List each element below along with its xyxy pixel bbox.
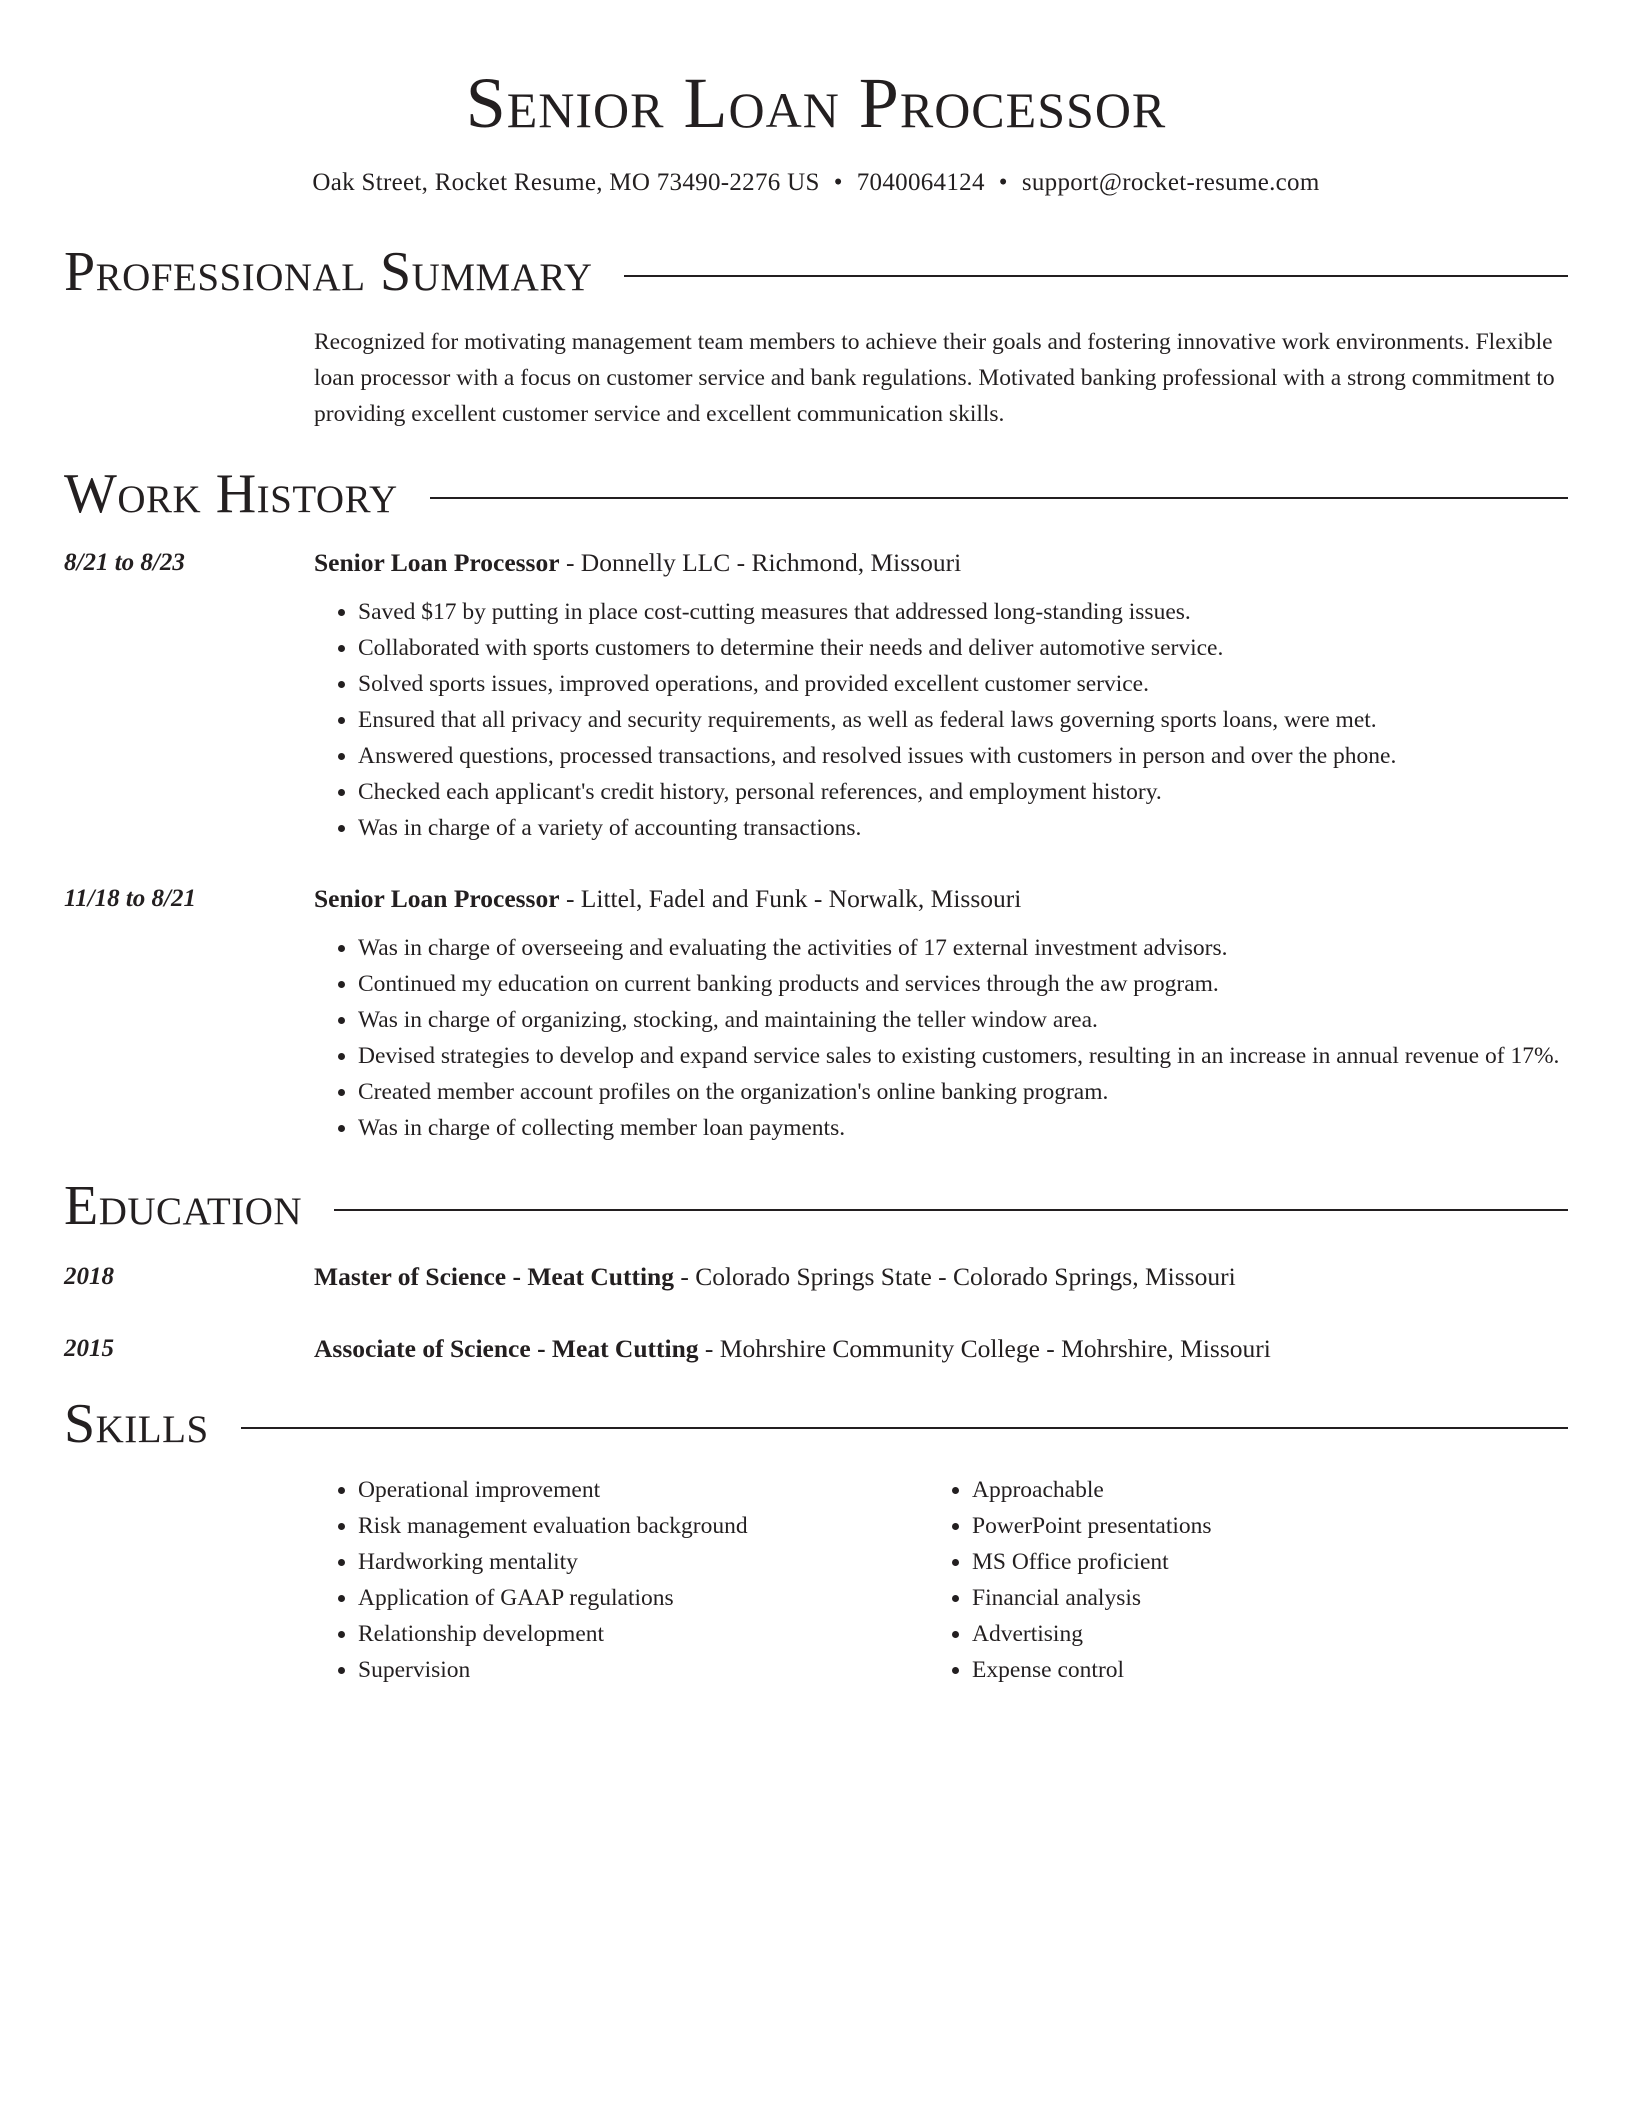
job-bullet: • Created member account profiles on the organization's online banking program. xyxy=(358,1074,1568,1110)
job-bullet: • Devised strategies to develop and expand service sales to existing customers, resulting in an increase in annual revenue of 17%. xyxy=(358,1038,1568,1074)
section-divider xyxy=(430,497,1568,499)
skill-item: • Advertising xyxy=(972,1616,1542,1652)
skills-column-left xyxy=(314,1472,928,1688)
skill-item: • Supervision xyxy=(358,1652,928,1688)
job-bullet: • Answered questions, processed transactions, and resolved issues with customers in person and over the phone. xyxy=(358,738,1568,774)
section-divider xyxy=(241,1427,1568,1429)
job-bullet: • Saved $17 by putting in place cost-cutting measures that addressed long-standing issues. xyxy=(358,594,1568,630)
education-section-header xyxy=(64,1174,1568,1238)
skill-item: • PowerPoint presentations xyxy=(972,1508,1542,1544)
education-degree: Master of Science - Meat Cutting xyxy=(314,1262,674,1291)
skill-item: • Relationship development xyxy=(358,1616,928,1652)
skills-section-header xyxy=(64,1392,1568,1456)
job-entry xyxy=(64,882,1568,1146)
contact-separator: • xyxy=(998,169,1008,196)
job-title-line xyxy=(314,546,1568,580)
job-bullet: • Was in charge of collecting member loan payments. xyxy=(358,1110,1568,1146)
job-title: Senior Loan Processor xyxy=(314,884,560,913)
education-degree: Associate of Science - Meat Cutting xyxy=(314,1334,699,1363)
skill-item: • Financial analysis xyxy=(972,1580,1542,1616)
skill-item: • Operational improvement xyxy=(358,1472,928,1508)
summary-section-header xyxy=(64,240,1568,304)
education-heading: Education xyxy=(64,1175,303,1237)
job-bullet: • Collaborated with sports customers to determine their needs and deliver automotive service. xyxy=(358,630,1568,666)
skill-item: • Expense control xyxy=(972,1652,1542,1688)
contact-address: Oak Street, Rocket Resume, MO 73490-2276 US xyxy=(312,169,820,196)
summary-text: Recognized for motivating management team members to achieve their goals and fostering innovative work environments. Flexible loan processor with a focus on customer service and bank regulations. Motivated banking professional with a strong commitment to providing excellent customer service and excellent communication skills. xyxy=(314,329,1555,427)
contact-line xyxy=(64,166,1568,200)
education-details: - Colorado Springs State - Colorado Springs, Missouri xyxy=(673,1262,1236,1291)
section-divider xyxy=(334,1209,1568,1211)
skills-heading: Skills xyxy=(64,1393,209,1455)
education-line xyxy=(314,1332,1568,1366)
job-bullet: • Continued my education on current banking products and services through the aw program. xyxy=(358,966,1568,1002)
section-divider xyxy=(624,275,1568,277)
job-bullets xyxy=(314,594,1568,846)
job-title-line xyxy=(314,882,1568,916)
job-bullet: • Was in charge of a variety of accounting transactions. xyxy=(358,810,1568,846)
education-entry xyxy=(64,1332,1568,1366)
skill-item: • Hardworking mentality xyxy=(358,1544,928,1580)
resume-name: Senior Loan Processor xyxy=(465,63,1167,143)
skill-item: • Application of GAAP regulations xyxy=(358,1580,928,1616)
job-body xyxy=(314,882,1568,1146)
skills-list xyxy=(314,1472,1568,1688)
contact-separator: • xyxy=(833,169,843,196)
education-details: - Mohrshire Community College - Mohrshire, Missouri xyxy=(698,1334,1271,1363)
job-bullet: • Checked each applicant's credit history, personal references, and employment history. xyxy=(358,774,1568,810)
work-section-header xyxy=(64,462,1568,526)
job-title: Senior Loan Processor xyxy=(314,548,560,577)
work-heading: Work History xyxy=(64,463,398,525)
contact-email: support@rocket-resume.com xyxy=(1021,169,1320,196)
job-bullet: • Was in charge of overseeing and evaluating the activities of 17 external investment advisors. xyxy=(358,930,1568,966)
job-details: - Littel, Fadel and Funk - Norwalk, Missouri xyxy=(559,884,1022,913)
job-bullet: • Ensured that all privacy and security requirements, as well as federal laws governing sports loans, were met. xyxy=(358,702,1568,738)
job-body xyxy=(314,546,1568,846)
job-dates: 11/18 to 8/21 xyxy=(64,885,196,912)
skills-column-right xyxy=(928,1472,1542,1688)
education-line xyxy=(314,1260,1568,1294)
contact-phone: 7040064124 xyxy=(856,169,985,196)
job-entry xyxy=(64,546,1568,846)
job-bullets xyxy=(314,930,1568,1146)
summary-heading: Professional Summary xyxy=(64,241,593,303)
education-entry xyxy=(64,1260,1568,1294)
job-details: - Donnelly LLC - Richmond, Missouri xyxy=(559,548,962,577)
skill-item: • MS Office proficient xyxy=(972,1544,1542,1580)
skill-item: • Approachable xyxy=(972,1472,1542,1508)
skill-item: • Risk management evaluation background xyxy=(358,1508,928,1544)
job-dates: 8/21 to 8/23 xyxy=(64,549,185,576)
job-bullet: • Solved sports issues, improved operations, and provided excellent customer service. xyxy=(358,666,1568,702)
education-year: 2018 xyxy=(64,1263,114,1290)
job-bullet: • Was in charge of organizing, stocking, and maintaining the teller window area. xyxy=(358,1002,1568,1038)
education-year: 2015 xyxy=(64,1335,114,1362)
